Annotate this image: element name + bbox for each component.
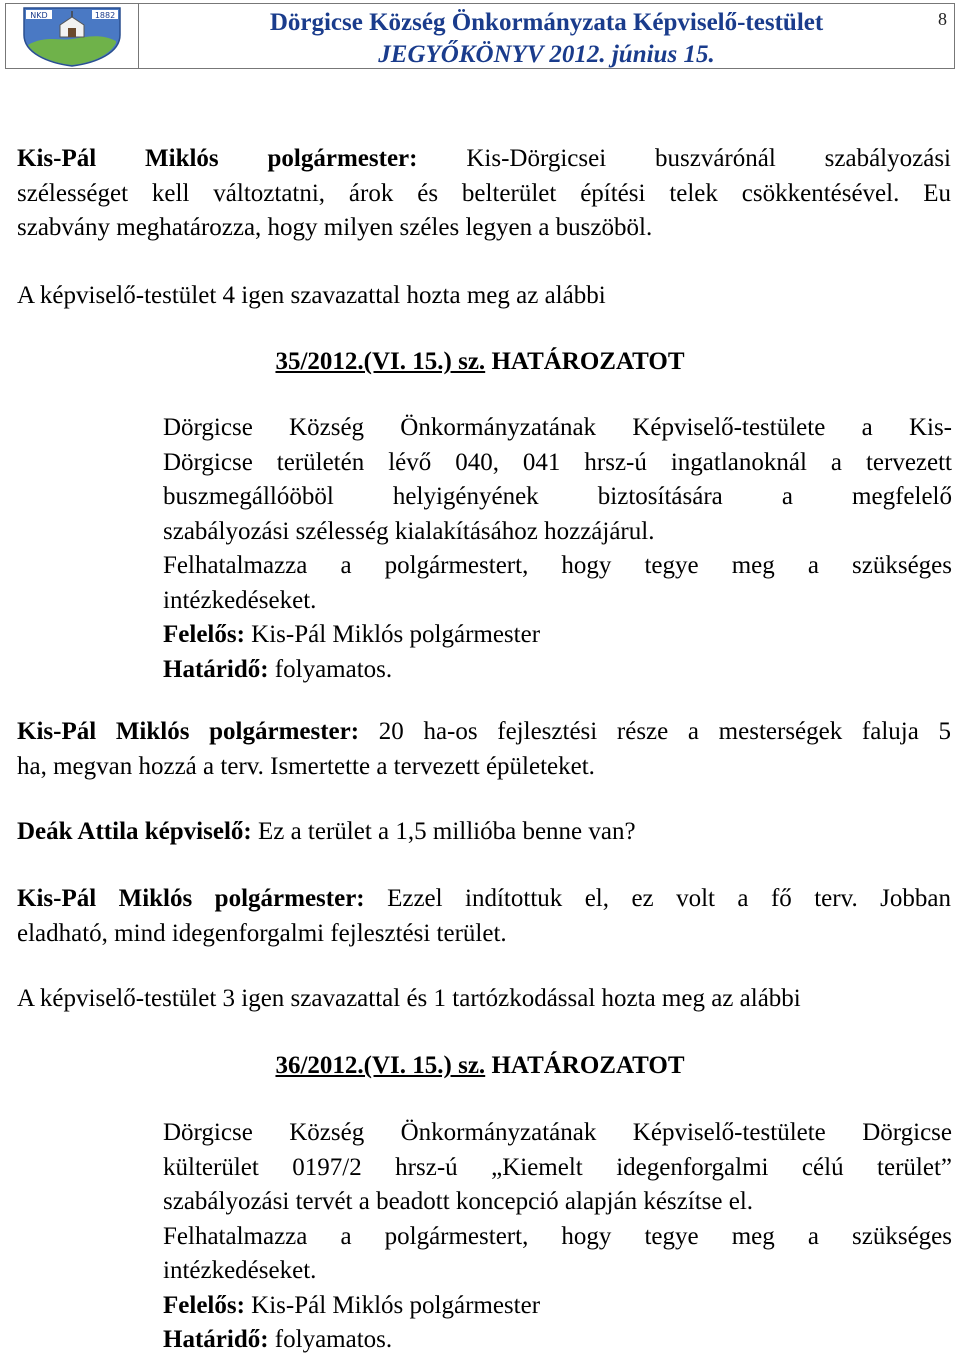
resolution-word: HATÁROZATOT (491, 1052, 685, 1079)
coat-of-arms-icon (20, 5, 124, 67)
resolution-line: Felhatalmazza a polgármestert, hogy tegye meg a szükséges (163, 552, 952, 579)
resolution-line: intézkedéseket. (163, 586, 317, 614)
speaker-name: Kis-Pál Miklós polgármester: (17, 718, 360, 745)
resolution-line: Dörgicse területén lévő 040, 041 hrsz-ú ingatlanoknál a tervezett (163, 448, 952, 476)
document-title: Dörgicse Község Önkormányzata Képviselő-testület (269, 9, 824, 36)
speaker-name: Kis-Pál Miklós polgármester: (17, 885, 365, 912)
header-title-box (139, 3, 955, 69)
paragraph-line: Deák Attila képviselő: Ez a terület a 1,5 millióba benne van? (17, 818, 636, 845)
resolution-body-1 (163, 411, 952, 687)
resolution-number: 36/2012.(VI. 15.) sz. (275, 1052, 486, 1079)
responsible-value: Kis-Pál Miklós polgármester (251, 1291, 541, 1319)
svg-text:1882: 1882 (94, 11, 116, 20)
resolution-line: szabályozási tervét a beadott koncepció alapján készítse el. (163, 1188, 754, 1215)
resolution-body-2 (163, 1116, 952, 1358)
resolution-line: Felhatalmazza a polgármestert, hogy tegye meg a szükséges (163, 1222, 952, 1250)
resolution-line: Dörgicse Község Önkormányzatának Képviselő-testülete Dörgicse (163, 1119, 952, 1146)
page-header (5, 3, 955, 69)
deadline-label: Határidő: (163, 1326, 269, 1353)
resolution-heading-1 (0, 345, 960, 379)
deadline-label: Határidő: (163, 655, 269, 683)
paragraph-line: ha, megvan hozzá a terv. Ismertette a tervezett épületeket. (17, 752, 595, 780)
resolution-number: 35/2012.(VI. 15.) sz. (275, 348, 486, 375)
paragraph-speech-1 (17, 142, 951, 246)
deadline-line (163, 653, 952, 688)
paragraph-line: eladható, mind idegenforgalmi fejlesztési terület. (17, 919, 507, 947)
paragraph-line: szélességet kell változtatni, árok és belterület építési telek csökkentésével. Eu (17, 179, 951, 207)
paragraph-speech-3 (17, 815, 951, 850)
deadline-value: folyamatos. (274, 1326, 393, 1353)
paragraph-line: Kis-Pál Miklós polgármester: 20 ha-os fejlesztési része a mesterségek faluja 5 (17, 718, 951, 745)
responsible-label: Felelős: (163, 621, 245, 648)
responsible-value: Kis-Pál Miklós polgármester (251, 621, 541, 648)
paragraph-line: Kis-Pál Miklós polgármester: Kis-Dörgicsei buszvárónál szabályozási (17, 145, 951, 172)
paragraph-speech-2 (17, 715, 951, 784)
resolution-line: külterület 0197/2 hrsz-ú „Kiemelt idegenforgalmi célú terület” (163, 1153, 952, 1181)
deadline-line (163, 1323, 952, 1358)
responsible-line (163, 1289, 952, 1324)
speaker-name: Kis-Pál Miklós polgármester: (17, 145, 418, 172)
vote-statement-1: A képviselő-testület 4 igen szavazattal hozta meg az alábbi (17, 282, 606, 309)
resolution-line: intézkedéseket. (163, 1257, 317, 1284)
speaker-name: Deák Attila képviselő: (17, 818, 252, 845)
paragraph-line: szabvány meghatározza, hogy milyen széles legyen a buszöböl. (17, 214, 653, 241)
resolution-line: Dörgicse Község Önkormányzatának Képviselő-testülete a Kis- (163, 414, 952, 441)
logo-box (5, 3, 139, 69)
resolution-heading-2 (0, 1049, 960, 1083)
document-subtitle: JEGYŐKÖNYV 2012. június 15. (378, 41, 715, 68)
deadline-value: folyamatos. (274, 655, 393, 683)
page-number: 8 (938, 9, 947, 29)
resolution-line: buszmegállóöböl helyigényének biztosítására a megfelelő (163, 483, 952, 510)
svg-text:NKD: NKD (30, 11, 48, 20)
resolution-line: szabályozási szélesség kialakításához hozzájárul. (163, 517, 655, 545)
vote-statement-2: A képviselő-testület 3 igen szavazattal és 1 tartózkodással hozta meg az alábbi (17, 985, 801, 1012)
responsible-line (163, 618, 952, 653)
paragraph-speech-4 (17, 882, 951, 951)
responsible-label: Felelős: (163, 1291, 245, 1319)
paragraph-line: Kis-Pál Miklós polgármester: Ezzel indítottuk el, ez volt a fő terv. Jobban (17, 885, 951, 912)
resolution-word: HATÁROZATOT (491, 348, 685, 375)
